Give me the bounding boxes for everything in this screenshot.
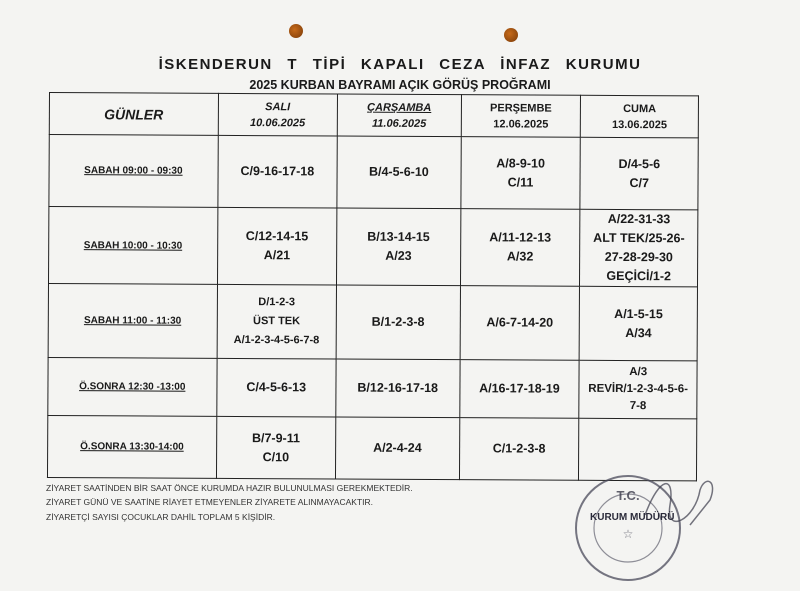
table-row [48, 284, 697, 361]
schedule-cell [337, 136, 461, 209]
schedule-cell [460, 286, 580, 361]
ward-line: A/34 [625, 325, 652, 340]
day-date: 13.06.2025 [611, 118, 668, 131]
ward-line: C/1-2-3-8 [492, 441, 546, 456]
note-punctuality: ZİYARET GÜNÜ VE SAATİNE RİAYET ETMEYENLER ZİYARETE ALINMAYACAKTIR. [46, 497, 374, 507]
time-slot: Ö.SONRA 12:30 -13:00 [48, 357, 217, 416]
ward-line: C/7 [629, 175, 649, 190]
schedule-cell [460, 209, 580, 287]
ward-line: B/12-16-17-18 [357, 380, 439, 396]
schedule-cell [217, 207, 337, 285]
seal-top-text: T.C. [616, 488, 640, 503]
schedule-cell [216, 416, 336, 479]
schedule-cell [579, 286, 697, 361]
ward-line: A/1-5-15 [614, 306, 663, 321]
day-header [461, 95, 581, 138]
ward-line: REVİR/1-2-3-4-5-6- [588, 382, 689, 396]
day-header [581, 95, 699, 138]
schedule-cell [336, 359, 460, 418]
ward-line: C/10 [262, 449, 290, 464]
table-row [49, 135, 698, 210]
schedule-cell [336, 285, 460, 360]
ward-line: GEÇİCİ/1-2 [606, 268, 672, 284]
schedule-cell [461, 137, 581, 210]
director-title: KURUM MÜDÜRÜ [590, 512, 675, 523]
schedule-cell [217, 284, 337, 359]
ward-line: A/3 [629, 366, 648, 379]
time-slot: SABAH 11:00 - 11:30 [48, 284, 217, 359]
ward-line: B/1-2-3-8 [371, 314, 425, 329]
time-slot: SABAH 09:00 - 09:30 [49, 135, 218, 208]
days-header: GÜNLER [49, 93, 218, 136]
ward-line: A/22-31-33 [607, 211, 671, 227]
schedule-table [47, 92, 699, 481]
day-date: 10.06.2025 [250, 116, 306, 129]
day-header [218, 93, 338, 136]
ward-line: A/32 [506, 249, 534, 264]
ward-line: ÜST TEK [253, 315, 301, 328]
table-row [48, 207, 697, 287]
schedule-cell [580, 209, 698, 287]
day-date: 12.06.2025 [493, 117, 549, 131]
ward-line: B/7-9-11 [251, 430, 300, 445]
day-name: ÇARŞAMBA [367, 101, 432, 114]
ward-line: A/6-7-14-20 [486, 315, 554, 330]
schedule-cell [216, 358, 336, 417]
program-title: 2025 KURBAN BAYRAMI AÇIK GÖRÜŞ PROĞRAMI [249, 78, 551, 92]
ward-line: 27-28-29-30 [604, 249, 673, 265]
ward-line: C/9-16-17-18 [240, 164, 315, 179]
ward-line: B/4-5-6-10 [368, 164, 429, 179]
day-name: CUMA [623, 102, 657, 115]
day-name: PERŞEMBE [490, 101, 552, 115]
ward-line: ALT TEK/25-26- [593, 230, 685, 246]
ward-line: A/2-4-24 [373, 440, 422, 455]
schedule-cell [579, 360, 697, 419]
day-header [337, 94, 461, 137]
ward-line: A/16-17-18-19 [479, 381, 560, 396]
ward-line: A/11-12-13 [489, 230, 552, 245]
ward-line: A/8-9-10 [496, 155, 545, 171]
schedule-cell [459, 360, 579, 419]
ward-line: 7-8 [629, 400, 647, 413]
ward-line: D/4-5-6 [618, 156, 661, 171]
schedule-cell [580, 137, 698, 210]
day-name: SALI [265, 100, 291, 113]
star-icon: ☆ [622, 527, 634, 541]
table-row [48, 357, 697, 418]
note-visitor-limit: ZİYARETÇİ SAYISI ÇOCUKLAR DAHİL TOPLAM 5 KİŞİDİR. [46, 512, 276, 522]
ward-line: C/12-14-15 [245, 229, 309, 244]
ward-line: D/1-2-3 [258, 296, 296, 309]
ward-line: A/23 [385, 248, 412, 263]
punch-hole-right [504, 28, 518, 42]
schedule-cell [335, 417, 459, 480]
ward-line: C/4-5-6-13 [246, 380, 307, 395]
ward-line: A/1-2-3-4-5-6-7-8 [233, 333, 320, 347]
schedule-cell [336, 208, 460, 286]
schedule-cell [217, 135, 337, 208]
header-row [49, 93, 698, 138]
schedule-cell [459, 418, 579, 481]
institution-title: İSKENDERUN T TİPİ KAPALI CEZA İNFAZ KURUMU [158, 56, 642, 73]
day-date: 11.06.2025 [371, 117, 427, 130]
ward-line: A/21 [263, 248, 291, 263]
note-arrival: ZİYARET SAATİNDEN BİR SAAT ÖNCE KURUMDA HAZIR BULUNULMASI GEREKMEKTEDİR. [46, 483, 413, 493]
time-slot: SABAH 10:00 - 10:30 [48, 207, 217, 285]
time-slot: Ö.SONRA 13:30-14:00 [47, 415, 216, 478]
ward-line: B/13-14-15 [367, 229, 430, 244]
ward-line: C/11 [507, 174, 534, 190]
punch-hole-left [289, 24, 303, 38]
